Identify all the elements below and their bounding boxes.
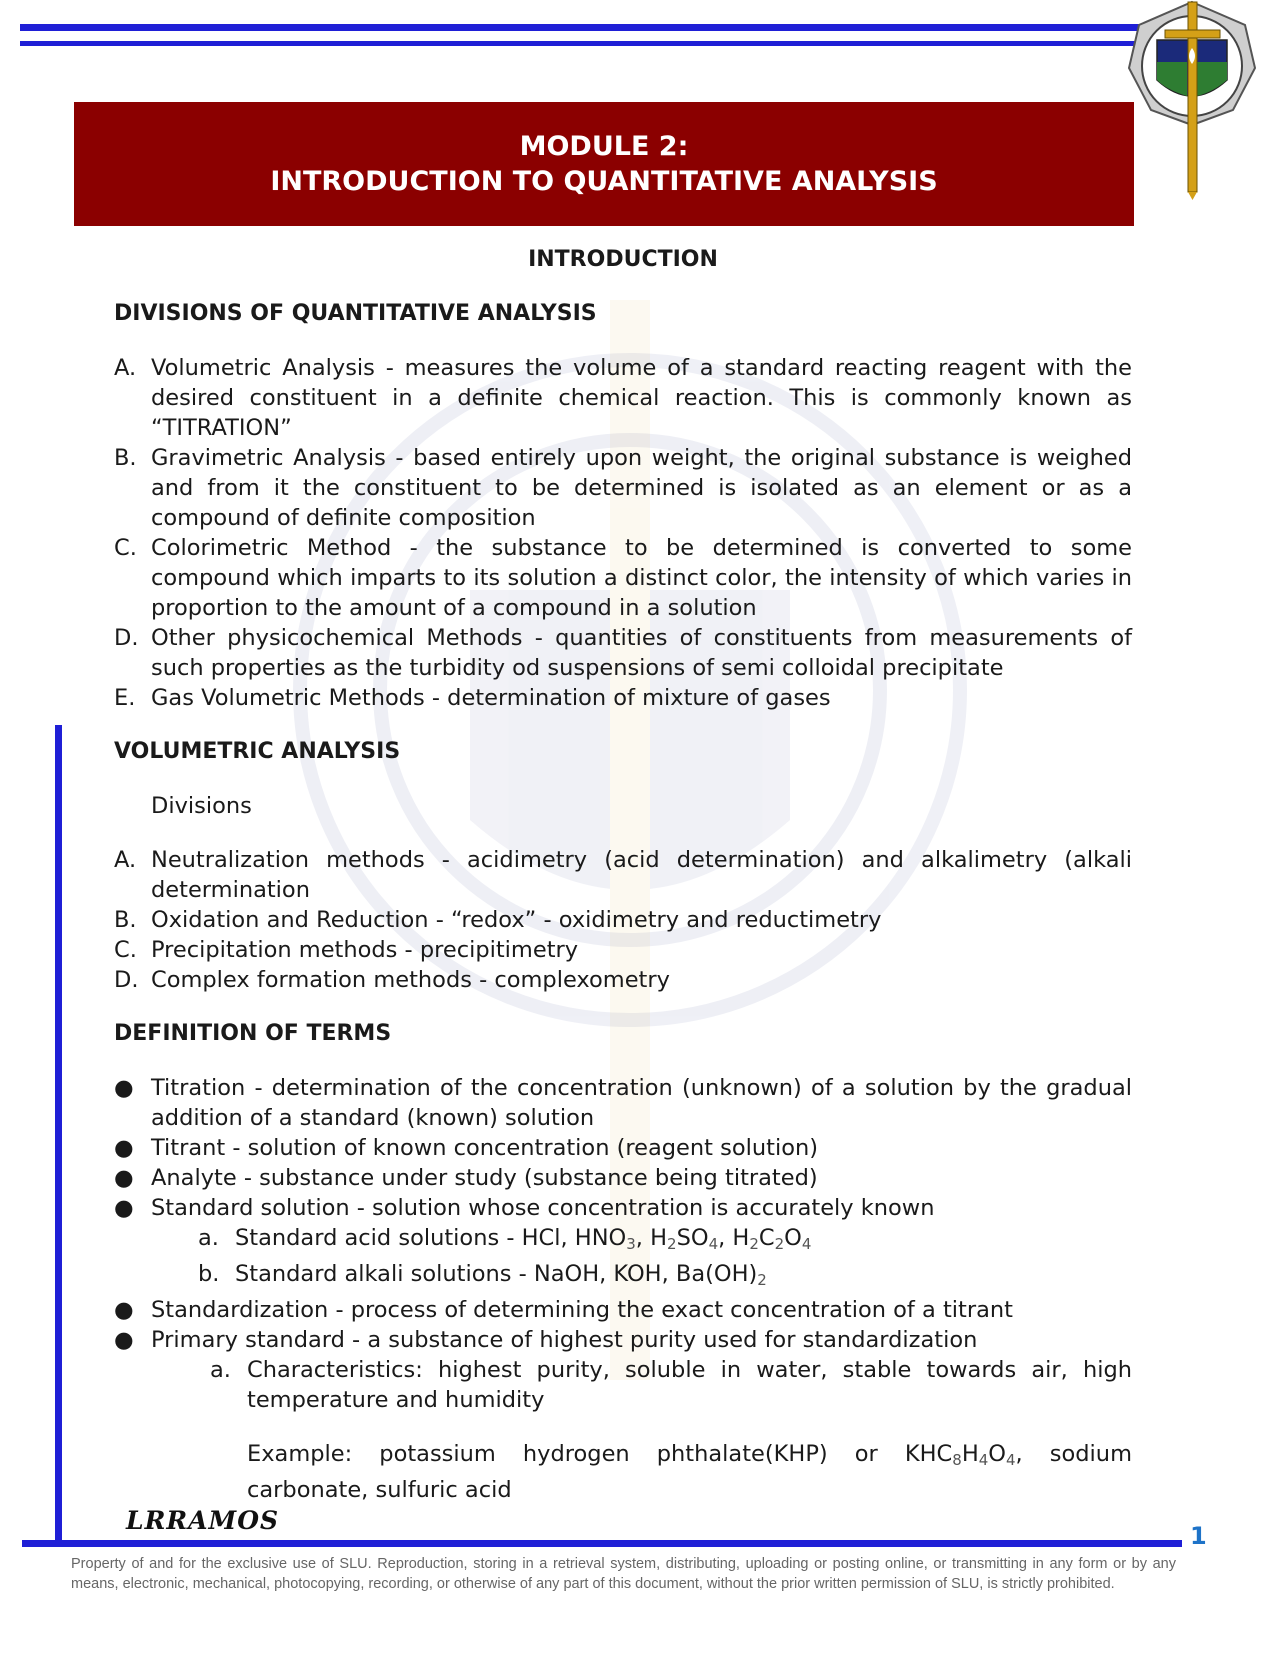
list-item: a. Standard acid solutions - HCl, HNO3, H2SO4, H2C2O4 [198,1225,812,1253]
bottom-rule [22,1540,1182,1547]
list-item-text: Volumetric Analysis - measures the volume of a standard reacting reagent with the desired constituent in a definite chemical reaction. This is commonly known as “TITRATION” [151,355,1132,441]
list-item [114,935,1132,965]
list-item [114,1325,1132,1355]
term-standardization: Standardization - process of determining the exact concentration of a titrant [151,1297,1013,1323]
list-item [114,845,1132,905]
list-item [114,1133,1132,1163]
terms-list [114,1073,1132,1223]
divisions-heading: DIVISIONS OF QUANTITATIVE ANALYSIS [114,301,597,326]
bullet-icon: ● [114,1075,134,1101]
terms-heading: DEFINITION OF TERMS [114,1021,392,1046]
list-item [114,443,1132,533]
list-item: b. Standard alkali solutions - NaOH, KOH, Ba(OH)2 [198,1261,767,1289]
example-text: Example: potassium hydrogen phthalate(KHP) or KHC [247,1441,953,1467]
module-title: INTRODUCTION TO QUANTITATIVE ANALYSIS [270,166,938,197]
list-marker: a. [210,1357,231,1383]
standard-acid-text: Standard acid solutions - HCl, HNO [235,1225,627,1251]
list-item-text: Other physicochemical Methods - quantities of constituents from measurements of such properties as the turbidity od suspensions of semi colloidal precipitate [151,625,1132,681]
list-marker: b. [198,1261,220,1287]
divisions-list [114,353,1132,713]
list-item [114,905,1132,935]
example-text-block: Example: potassium hydrogen phthalate(KHP) or KHC8H4O4, sodium carbonate, sulfuric acid [247,1441,1132,1503]
volumetric-divisions-list [114,845,1132,995]
bullet-icon: ● [114,1135,134,1161]
list-item-text: Neutralization methods - acidimetry (acid determination) and alkalimetry (alkali determination [151,847,1132,903]
list-item [210,1355,1132,1415]
bullet-icon: ● [114,1327,134,1353]
list-item-text: Oxidation and Reduction - “redox” - oxidimetry and reductimetry [151,907,882,933]
intro-heading: INTRODUCTION [528,247,718,272]
subheading-text: Divisions [151,793,252,819]
term-primary-standard: Primary standard - a substance of highest purity used for standardization [151,1327,978,1353]
author-signature: LRRAMOS [126,1506,280,1535]
list-marker: A. [114,355,137,381]
list-marker: B. [114,907,137,933]
list-marker: D. [114,967,139,993]
document-body [114,245,1132,1505]
module-title-banner [74,102,1134,226]
list-item [114,353,1132,443]
bullet-icon: ● [114,1165,134,1191]
list-item-text: Gravimetric Analysis - based entirely upon weight, the original substance is weighed and from it the constituent to be determined is isolated as an element or as a compound of definite composition [151,445,1132,531]
top-rule-secondary [20,41,1150,46]
list-item [114,683,1132,713]
list-item [114,1295,1132,1325]
list-item [114,533,1132,623]
terms-list-continued [114,1295,1132,1355]
bullet-icon: ● [114,1297,134,1323]
left-accent-bar [55,725,62,1545]
list-item-text: Precipitation methods - precipitimetry [151,937,579,963]
term-titrant: Titrant - solution of known concentration (reagent solution) [151,1135,819,1161]
list-marker: D. [114,625,139,651]
list-item-text: Gas Volumetric Methods - determination of mixture of gases [151,685,831,711]
divisions-subheading [114,791,1132,821]
standard-alkali-text: Standard alkali solutions - NaOH, KOH, Ba(OH) [235,1261,758,1287]
list-marker: C. [114,937,137,963]
list-item-text: Complex formation methods - complexometry [151,967,670,993]
list-marker: E. [114,685,136,711]
top-rule [20,24,1150,31]
list-item [114,965,1132,995]
page-number: 1 [1190,1522,1207,1550]
list-item [114,1073,1132,1133]
list-item-text: Colorimetric Method - the substance to be determined is converted to some compound which imparts to its solution a distinct color, the intensity of which varies in proportion to the amount of a compound in a solution [151,535,1132,621]
university-seal-icon [1125,0,1260,200]
bullet-icon: ● [114,1195,134,1221]
module-number: MODULE 2: [519,131,689,162]
list-marker: B. [114,445,137,471]
term-analyte: Analyte - substance under study (substance being titrated) [151,1165,818,1191]
term-titration: Titration - determination of the concentration (unknown) of a solution by the gradual addition of a standard (known) solution [151,1075,1132,1131]
volumetric-heading: VOLUMETRIC ANALYSIS [114,739,401,764]
list-item [114,1193,1132,1223]
term-standard-solution: Standard solution - solution whose concentration is accurately known [151,1195,935,1221]
list-item [114,623,1132,683]
list-marker: C. [114,535,137,561]
copyright-footer: Property of and for the exclusive use of SLU. Reproduction, storing in a retrieval system, distributing, uploading or posting online, or transmitting in any form or by any means, electronic, mechanical, photocopying, recording, or otherwise of any part of this document, without the prior written permission of SLU, is strictly prohibited. [71,1556,1176,1592]
list-marker: a. [198,1225,219,1251]
characteristics-text: Characteristics: highest purity, soluble in water, stable towards air, high temperature and humidity [247,1357,1132,1413]
list-marker: A. [114,847,137,873]
example-text-tail: , sodium carbonate, sulfuric acid [247,1441,1132,1503]
list-item [114,1163,1132,1193]
